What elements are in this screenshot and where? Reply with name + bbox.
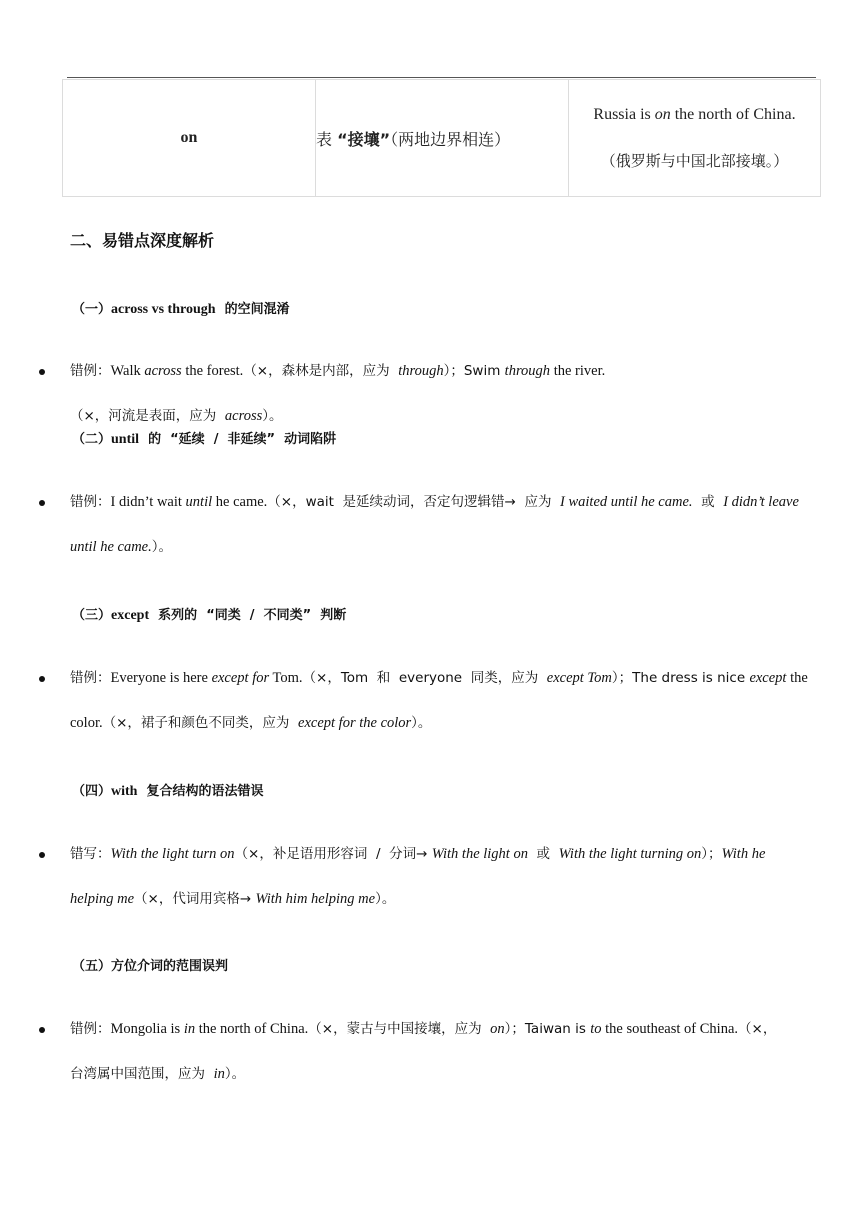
example-translation: （俄罗斯与中国北部接壤。） — [600, 152, 789, 170]
item-emphasis: through — [398, 363, 444, 379]
heading-en: until — [111, 432, 140, 447]
heading-number: （五） — [72, 959, 112, 974]
heading-en: except — [111, 608, 150, 623]
item-emphasis: helping me — [70, 891, 135, 907]
item-text: Mongolia is — [110, 1021, 184, 1037]
item-text: the river. — [550, 363, 606, 379]
item-emphasis: With the light on — [431, 846, 528, 862]
subsection-heading — [72, 780, 264, 800]
item-text: Walk — [110, 363, 145, 379]
item-line — [70, 656, 816, 701]
item-line — [70, 877, 816, 922]
example-sentence — [569, 92, 820, 138]
item-emphasis: to — [590, 1021, 602, 1037]
item-line — [70, 525, 816, 570]
item-emphasis: except for the color — [298, 715, 412, 731]
subsection-heading — [72, 955, 228, 974]
subsection-heading — [72, 604, 346, 624]
meaning-suffix: （两地边界相连） — [390, 129, 511, 149]
item-label: 错写： — [70, 846, 111, 862]
bullet-icon — [39, 500, 45, 506]
item-text: Everyone is here — [110, 670, 212, 686]
item-emphasis: With he — [721, 846, 766, 862]
example-text: the north of China. — [670, 106, 796, 123]
item-note: ）；The dress is nice — [611, 670, 750, 686]
item-note: 或 — [527, 846, 559, 862]
item-text: color. — [70, 715, 103, 731]
item-line — [70, 701, 816, 746]
item-line — [70, 1052, 816, 1097]
meaning-key: “接壤” — [337, 129, 391, 149]
item-note: ）。 — [375, 891, 396, 907]
heading-number: （三） — [72, 608, 112, 623]
preposition-table — [62, 79, 821, 197]
table-cell-example — [569, 80, 821, 197]
item-emphasis: except — [749, 670, 787, 686]
heading-zh: 的空间混淆 — [215, 302, 290, 317]
item-emphasis: through — [504, 363, 551, 379]
item-note: ）。 — [224, 1066, 246, 1082]
bullet-icon — [39, 369, 45, 375]
heading-zh: 的 “延续 / 非延续” 动词陷阱 — [139, 432, 337, 447]
item-emphasis: I waited until he came. — [560, 494, 693, 510]
item-emphasis: With the light turn on — [110, 846, 235, 862]
item-note: ）；Swim — [443, 363, 505, 379]
example-emphasis: on — [654, 106, 671, 123]
item-text: Tom. — [269, 670, 303, 686]
heading-number: （四） — [72, 784, 112, 799]
item-note: （×，河流是表面，应为 — [70, 408, 225, 424]
item-emphasis: on — [490, 1021, 505, 1037]
item-emphasis: until — [185, 494, 213, 510]
item-label: 错例： — [70, 494, 111, 510]
item-text: he came. — [212, 494, 268, 510]
item-emphasis: except for — [211, 670, 270, 686]
list-item — [70, 349, 816, 439]
item-line — [70, 832, 816, 877]
item-note: （×，代词用宾格→ — [134, 891, 256, 907]
subsection-heading — [72, 428, 336, 448]
heading-en: across vs through — [111, 302, 216, 317]
item-text: the southeast of China. — [601, 1021, 739, 1037]
item-note: ）。 — [262, 408, 283, 424]
item-text: the north of China. — [195, 1021, 309, 1037]
item-note: （×，补足语用形容词 / 分词→ — [234, 846, 432, 862]
heading-number: （一） — [72, 302, 112, 317]
list-item — [70, 832, 816, 922]
bullet-icon — [39, 1027, 45, 1033]
item-note: 或 — [692, 494, 724, 510]
item-note: （×，森林是内部，应为 — [243, 363, 399, 379]
bullet-icon — [39, 852, 45, 858]
item-emphasis: I didn’t leave — [723, 494, 799, 510]
item-label: 错例： — [70, 670, 111, 686]
heading-zh: 方位介词的范围误判 — [111, 959, 229, 974]
heading-number: （二） — [72, 432, 112, 447]
item-emphasis: in — [213, 1066, 225, 1082]
item-label: 错例： — [70, 363, 111, 379]
bullet-icon — [39, 676, 45, 682]
meaning-prefix: 表 — [316, 129, 333, 149]
item-note: （×，Tom 和 everyone 同类，应为 — [302, 670, 547, 686]
item-note: （×， — [738, 1021, 777, 1037]
item-emphasis: across — [224, 408, 263, 424]
item-note: ）； — [701, 846, 722, 862]
item-emphasis: With him helping me — [255, 891, 376, 907]
table-row — [63, 80, 821, 197]
item-emphasis: across — [144, 363, 182, 379]
item-note: （×，wait 是延续动词，否定句逻辑错→ 应为 — [267, 494, 561, 510]
item-text: the — [786, 670, 808, 686]
heading-en: with — [111, 784, 138, 799]
list-item — [70, 656, 816, 746]
item-emphasis: until he came. — [70, 539, 152, 555]
item-line — [70, 480, 816, 525]
list-item — [70, 1007, 816, 1097]
example-text: Russia is — [593, 106, 655, 123]
item-text: the forest. — [181, 363, 244, 379]
table-cell-preposition: on — [63, 80, 316, 197]
item-text: I didn’t wait — [110, 494, 186, 510]
item-note: ）。 — [151, 539, 172, 555]
item-emphasis: in — [183, 1021, 196, 1037]
subsection-heading — [72, 298, 290, 318]
item-line — [70, 1007, 816, 1052]
item-emphasis: except Tom — [546, 670, 612, 686]
item-emphasis: With the light turning on — [558, 846, 702, 862]
item-label: 错例： — [70, 1021, 111, 1037]
heading-zh: 复合结构的语法错误 — [137, 784, 264, 799]
section-title: 二、易错点深度解析 — [70, 231, 215, 250]
table-top-rule — [67, 77, 816, 78]
item-note: ）；Taiwan is — [504, 1021, 591, 1037]
list-item — [70, 480, 816, 570]
item-note: ）。 — [411, 715, 432, 731]
heading-zh: 系列的 “同类 / 不同类” 判断 — [149, 608, 347, 623]
item-note: （×，蒙古与中国接壤，应为 — [308, 1021, 491, 1037]
table-cell-meaning — [316, 80, 569, 197]
item-note: 台湾属中国范围，应为 — [70, 1066, 214, 1082]
item-note: （×，裙子和颜色不同类，应为 — [102, 715, 299, 731]
